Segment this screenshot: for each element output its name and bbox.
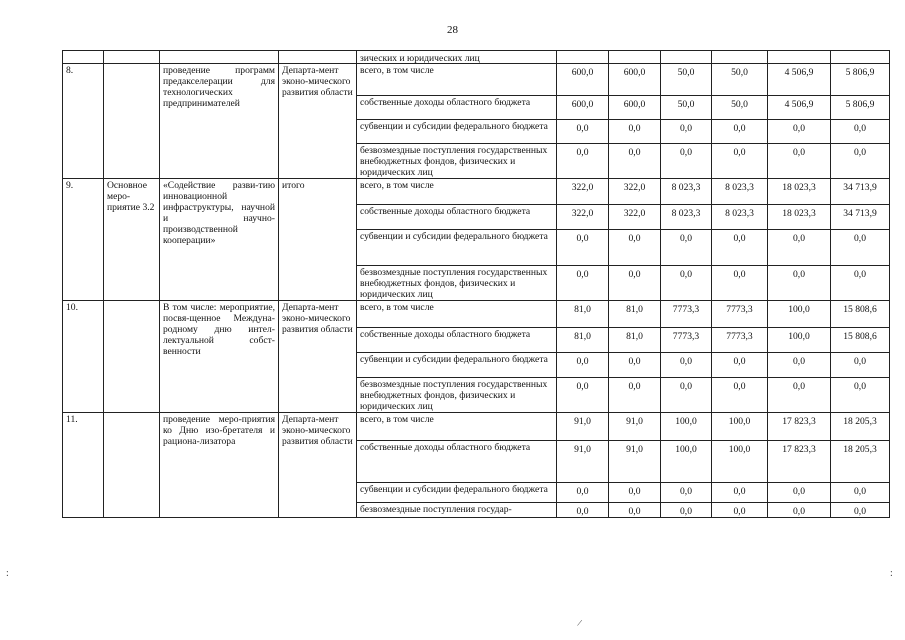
value-cell: 0,0 — [609, 144, 661, 179]
value-cell: 8 023,3 — [712, 179, 768, 205]
value-cell: 100,0 — [712, 413, 768, 441]
source-cell: субвенции и субсидии федерального бюджета — [357, 120, 557, 144]
value-cell: 322,0 — [557, 205, 609, 230]
source-cell: субвенции и субсидии федерального бюджета — [357, 483, 557, 503]
value-cell: 5 806,9 — [831, 64, 890, 96]
value-cell: 0,0 — [609, 353, 661, 378]
source-cell: безвозмездные поступления государ- — [357, 503, 557, 518]
value-cell: 600,0 — [609, 96, 661, 120]
value-cell: 17 823,3 — [768, 441, 831, 483]
row-number-cell: 10. — [63, 301, 104, 413]
value-cell: 34 713,9 — [831, 179, 890, 205]
value-cell: 91,0 — [557, 413, 609, 441]
value-cell: 0,0 — [557, 353, 609, 378]
value-cell: 15 808,6 — [831, 301, 890, 328]
value-cell: 0,0 — [831, 483, 890, 503]
value-cell: 4 506,9 — [768, 64, 831, 96]
value-cell: 0,0 — [557, 503, 609, 518]
value-cell: 50,0 — [712, 96, 768, 120]
measure-cell: Основное меро-приятие 3.2 — [104, 179, 160, 301]
value-cell: 322,0 — [609, 179, 661, 205]
value-cell: 7773,3 — [661, 328, 712, 353]
value-cell: 0,0 — [661, 503, 712, 518]
value-cell: 0,0 — [712, 144, 768, 179]
value-cell: 0,0 — [557, 230, 609, 266]
value-cell: 0,0 — [712, 266, 768, 301]
value-cell: 0,0 — [609, 120, 661, 144]
row-number-cell: 8. — [63, 64, 104, 179]
value-cell: 50,0 — [712, 64, 768, 96]
value-cell: 91,0 — [609, 413, 661, 441]
table-body — [63, 51, 890, 518]
budget-table — [62, 50, 890, 518]
value-cell: 0,0 — [557, 120, 609, 144]
value-cell: 0,0 — [661, 266, 712, 301]
value-cell: 0,0 — [609, 230, 661, 266]
value-cell: 50,0 — [661, 64, 712, 96]
source-cell: зических и юридических лиц — [357, 51, 557, 64]
row-number-cell: 9. — [63, 179, 104, 301]
executor-cell: Департа-мент эконо-мического развития области — [279, 413, 357, 518]
source-cell: собственные доходы областного бюджета — [357, 96, 557, 120]
value-cell: 0,0 — [609, 266, 661, 301]
value-cell: 0,0 — [609, 503, 661, 518]
activity-name-cell: В том числе: мероприятие, посвя-щенное Междуна-родному дню интел-лектуальной собст-венности — [160, 301, 279, 413]
value-cell: 81,0 — [557, 328, 609, 353]
scan-artifact: : — [890, 568, 893, 579]
value-cell: 0,0 — [712, 353, 768, 378]
value-cell: 7773,3 — [712, 328, 768, 353]
value-cell: 18 023,3 — [768, 179, 831, 205]
table-row — [63, 301, 890, 328]
measure-cell — [104, 64, 160, 179]
value-cell: 15 808,6 — [831, 328, 890, 353]
value-cell: 0,0 — [768, 120, 831, 144]
value-cell: 100,0 — [712, 441, 768, 483]
value-cell: 0,0 — [712, 120, 768, 144]
activity-name-cell: «Содействие разви-тию инновационной инфраструктуры, научной и научно-производственной кооперации» — [160, 179, 279, 301]
executor-cell: Департа-мент эконо-мического развития области — [279, 301, 357, 413]
value-cell: 0,0 — [661, 120, 712, 144]
value-cell: 0,0 — [768, 503, 831, 518]
value-cell: 0,0 — [768, 144, 831, 179]
value-cell: 0,0 — [712, 503, 768, 518]
value-cell: 0,0 — [768, 378, 831, 413]
value-cell: 8 023,3 — [712, 205, 768, 230]
value-cell: 0,0 — [831, 266, 890, 301]
value-cell: 0,0 — [661, 144, 712, 179]
value-cell: 50,0 — [661, 96, 712, 120]
value-cell: 7773,3 — [712, 301, 768, 328]
value-cell: 0,0 — [831, 230, 890, 266]
value-cell: 4 506,9 — [768, 96, 831, 120]
source-cell: собственные доходы областного бюджета — [357, 328, 557, 353]
executor-cell: итого — [279, 179, 357, 301]
value-cell: 5 806,9 — [831, 96, 890, 120]
value-cell: 100,0 — [661, 413, 712, 441]
value-cell: 8 023,3 — [661, 205, 712, 230]
value-cell: 0,0 — [609, 378, 661, 413]
value-cell: 81,0 — [609, 301, 661, 328]
value-cell: 0,0 — [557, 266, 609, 301]
value-cell: 0,0 — [831, 503, 890, 518]
value-cell: 100,0 — [768, 328, 831, 353]
value-cell: 0,0 — [768, 353, 831, 378]
value-cell: 0,0 — [661, 230, 712, 266]
row-number-cell: 11. — [63, 413, 104, 518]
value-cell: 0,0 — [831, 378, 890, 413]
value-cell: 0,0 — [831, 120, 890, 144]
value-cell: 322,0 — [557, 179, 609, 205]
source-cell: собственные доходы областного бюджета — [357, 205, 557, 230]
value-cell: 100,0 — [661, 441, 712, 483]
value-cell: 600,0 — [609, 64, 661, 96]
value-cell: 81,0 — [557, 301, 609, 328]
scan-artifact: : — [6, 568, 9, 579]
scan-artifact: / — [576, 617, 583, 630]
value-cell: 34 713,9 — [831, 205, 890, 230]
value-cell: 0,0 — [661, 378, 712, 413]
value-cell: 0,0 — [609, 483, 661, 503]
value-cell: 0,0 — [661, 483, 712, 503]
source-cell: безвозмездные поступления государственных внебюджетных фондов, физических и юридических лиц — [357, 266, 557, 301]
value-cell: 91,0 — [557, 441, 609, 483]
value-cell: 600,0 — [557, 64, 609, 96]
executor-cell: Департа-мент эконо-мического развития области — [279, 64, 357, 179]
source-cell: всего, в том числе — [357, 64, 557, 96]
source-cell: субвенции и субсидии федерального бюджета — [357, 230, 557, 266]
value-cell: 0,0 — [768, 230, 831, 266]
source-cell: безвозмездные поступления государственных внебюджетных фондов, физических и юридических лиц — [357, 378, 557, 413]
value-cell: 0,0 — [712, 483, 768, 503]
page-number: 28 — [447, 24, 458, 36]
value-cell: 100,0 — [768, 301, 831, 328]
table-row — [63, 179, 890, 205]
source-cell: субвенции и субсидии федерального бюджета — [357, 353, 557, 378]
value-cell: 18 023,3 — [768, 205, 831, 230]
table-row — [63, 413, 890, 441]
value-cell: 0,0 — [712, 378, 768, 413]
value-cell: 81,0 — [609, 328, 661, 353]
value-cell: 0,0 — [831, 144, 890, 179]
value-cell: 0,0 — [557, 378, 609, 413]
value-cell: 600,0 — [557, 96, 609, 120]
value-cell: 0,0 — [557, 144, 609, 179]
value-cell: 91,0 — [609, 441, 661, 483]
value-cell: 0,0 — [831, 353, 890, 378]
table-row — [63, 64, 890, 96]
source-cell: всего, в том числе — [357, 413, 557, 441]
activity-name-cell: проведение программ предакселерации для технологических предпринимателей — [160, 64, 279, 179]
value-cell: 17 823,3 — [768, 413, 831, 441]
measure-cell — [104, 413, 160, 518]
value-cell: 18 205,3 — [831, 413, 890, 441]
value-cell: 7773,3 — [661, 301, 712, 328]
source-cell: собственные доходы областного бюджета — [357, 441, 557, 483]
value-cell: 8 023,3 — [661, 179, 712, 205]
value-cell: 322,0 — [609, 205, 661, 230]
value-cell: 18 205,3 — [831, 441, 890, 483]
source-cell: безвозмездные поступления государственных внебюджетных фондов, физических и юридических лиц — [357, 144, 557, 179]
value-cell: 0,0 — [768, 266, 831, 301]
source-cell: всего, в том числе — [357, 179, 557, 205]
activity-name-cell: проведение меро-приятия ко Дню изо-бретателя и рациона-лизатора — [160, 413, 279, 518]
value-cell: 0,0 — [557, 483, 609, 503]
value-cell: 0,0 — [661, 353, 712, 378]
source-cell: всего, в том числе — [357, 301, 557, 328]
measure-cell — [104, 301, 160, 413]
value-cell: 0,0 — [712, 230, 768, 266]
table-row — [63, 51, 890, 64]
value-cell: 0,0 — [768, 483, 831, 503]
